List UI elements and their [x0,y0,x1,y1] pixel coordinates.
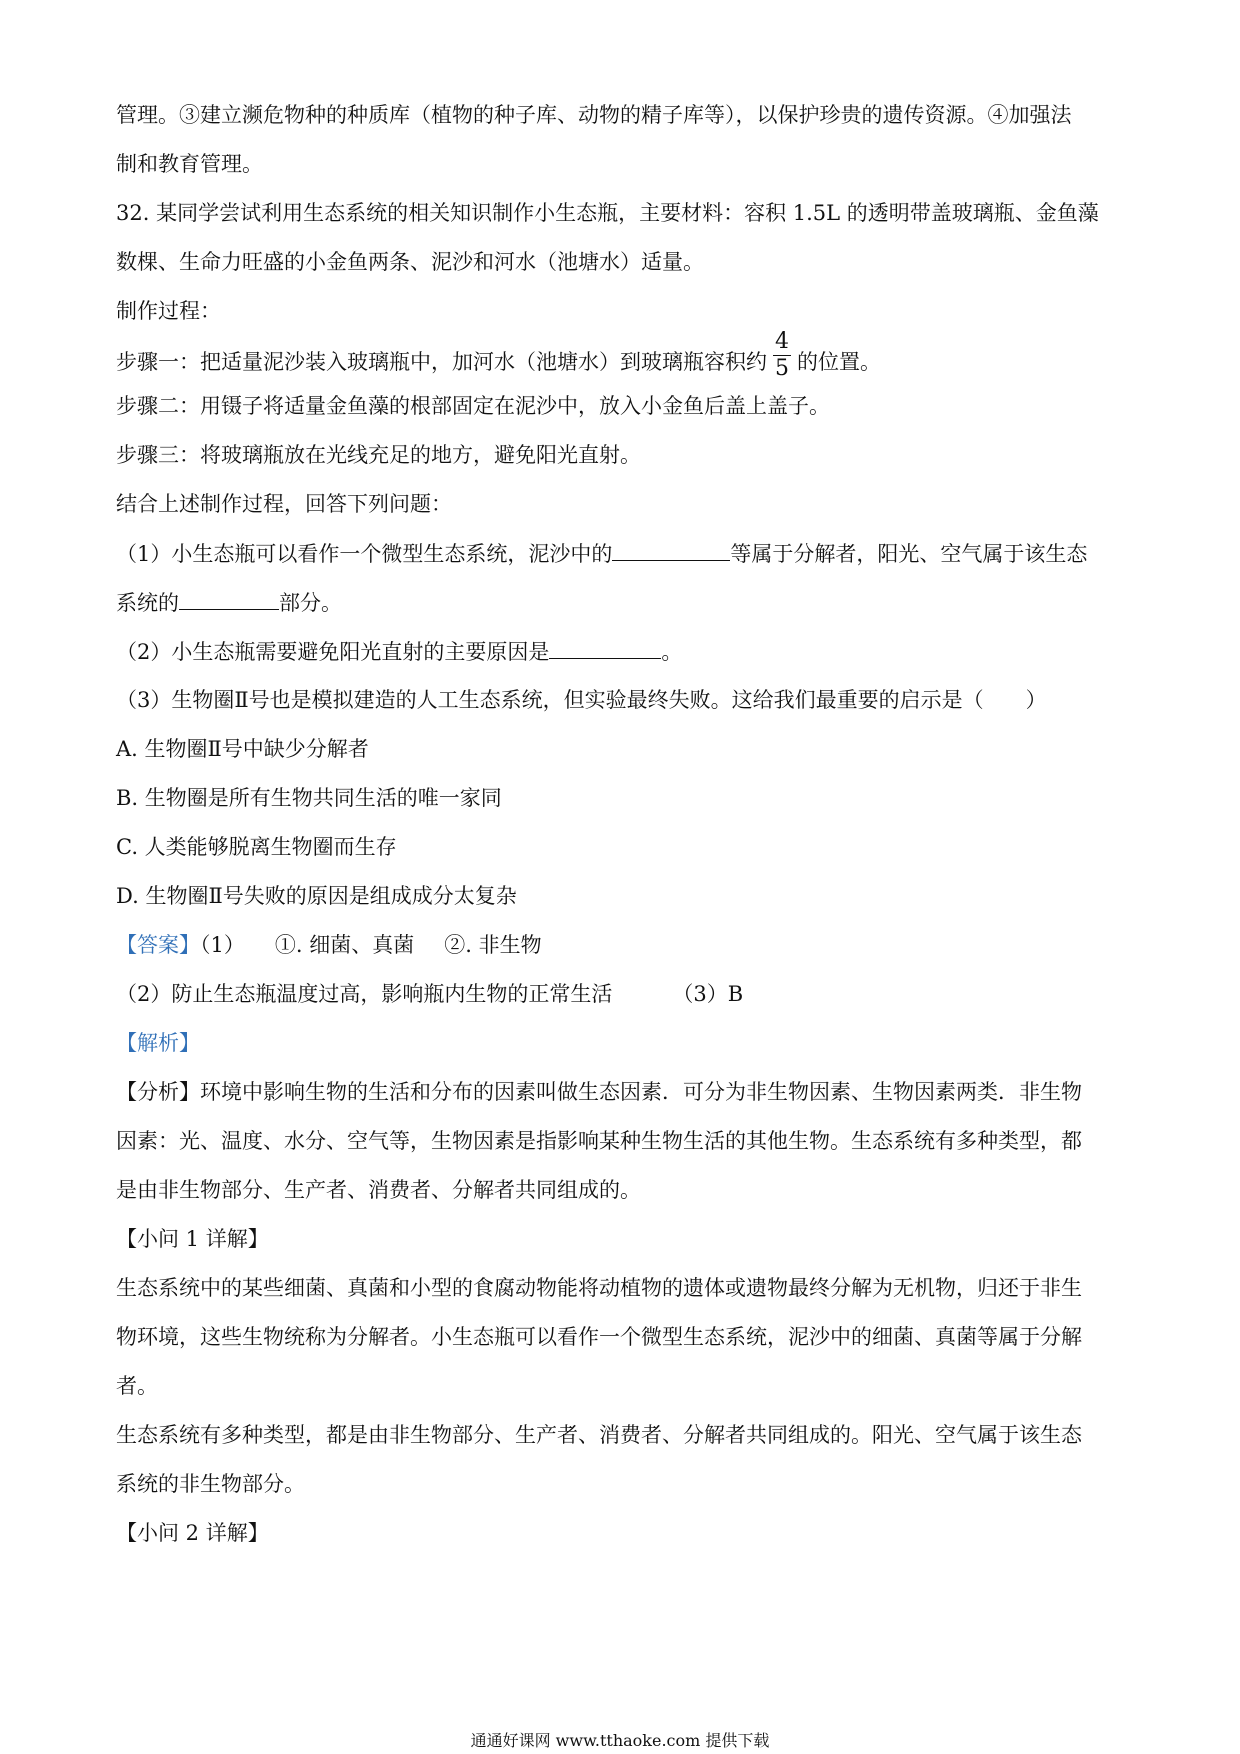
document-body [116,100,1126,1567]
analysis-line: 【分析】环境中影响生物的生活和分布的因素叫做生态因素．可分为非生物因素、生物因素两类．非生物 [116,1080,1082,1104]
paragraph-line: 制和教育管理。 [116,152,263,176]
answer-line-2: （2）防止生态瓶温度过高，影响瓶内生物的正常生活 （3）B [116,982,744,1006]
answer-blank [612,538,730,561]
footer-link[interactable]: 通通好课网 www.tthaoke.com 提供下载 [470,1731,770,1750]
paragraph-line: 管理。③建立濒危物种的种质库（植物的种子库、动物的精子库等），以保护珍贵的遗传资源。④加强法 [116,103,1072,127]
sub-detail-2-heading: 【小问 2 详解】 [116,1521,269,1545]
answer-blank [549,636,661,659]
answer-tag: 【答案】 [116,933,200,957]
step-one: 步骤一：把适量泥沙装入玻璃瓶中，加河水（池塘水）到玻璃瓶容积约 $\frac{4}{5}$ 的位置。 [116,329,881,381]
process-heading: 制作过程： [116,299,221,323]
sub-detail-1-heading: 【小问 1 详解】 [116,1227,269,1251]
detail-line: 者。 [116,1374,158,1398]
option-a: A. 生物圈Ⅱ号中缺少分解者 [116,737,369,761]
fraction: $\frac{4}{5}$ [775,329,789,381]
sub-question-2: （2）小生态瓶需要避免阳光直射的主要原因是 。 [116,636,1126,666]
step-three: 步骤三：将玻璃瓶放在光线充足的地方，避免阳光直射。 [116,443,641,467]
step-two: 步骤二：用镊子将适量金鱼藻的根部固定在泥沙中，放入小金鱼后盖上盖子。 [116,394,830,418]
analysis-line: 是由非生物部分、生产者、消费者、分解者共同组成的。 [116,1178,641,1202]
sub-question-1: （1）小生态瓶可以看作一个微型生态系统，泥沙中的 等属于分解者，阳光、空气属于该生态 [116,538,1126,568]
sub-question-1-cont: 系统的 部分。 [116,587,1126,617]
question-32-line: 数棵、生命力旺盛的小金鱼两条、泥沙和河水（池塘水）适量。 [116,250,704,274]
combine-prompt: 结合上述制作过程，回答下列问题： [116,492,452,516]
detail-line: 系统的非生物部分。 [116,1472,305,1496]
detail-line: 生态系统中的某些细菌、真菌和小型的食腐动物能将动植物的遗体或遗物最终分解为无机物，归还于非生 [116,1276,1082,1300]
option-c: C. 人类能够脱离生物圈而生存 [116,835,397,859]
answer-blank [179,587,279,610]
option-b: B. 生物圈是所有生物共同生活的唯一家同 [116,786,502,810]
question-32-line: 32. 某同学尝试利用生态系统的相关知识制作小生态瓶，主要材料：容积 1.5L 的透明带盖玻璃瓶、金鱼藻 [116,201,1099,225]
sub-question-3: （3）生物圈Ⅱ号也是模拟建造的人工生态系统，但实验最终失败。这给我们最重要的启示是（ ） [116,688,1047,712]
analysis-line: 因素：光、温度、水分、空气等，生物因素是指影响某种生物生活的其他生物。生态系统有多种类型，都 [116,1129,1082,1153]
detail-line: 物环境，这些生物统称为分解者。小生态瓶可以看作一个微型生态系统，泥沙中的细菌、真菌等属于分解 [116,1325,1082,1349]
answer-line: 【答案】（1） ①. 细菌、真菌 ②. 非生物 [116,933,542,957]
analysis-tag: 【解析】 [116,1031,200,1055]
option-d: D. 生物圈Ⅱ号失败的原因是组成成分太复杂 [116,884,517,908]
detail-line: 生态系统有多种类型，都是由非生物部分、生产者、消费者、分解者共同组成的。阳光、空气属于该生态 [116,1423,1082,1447]
